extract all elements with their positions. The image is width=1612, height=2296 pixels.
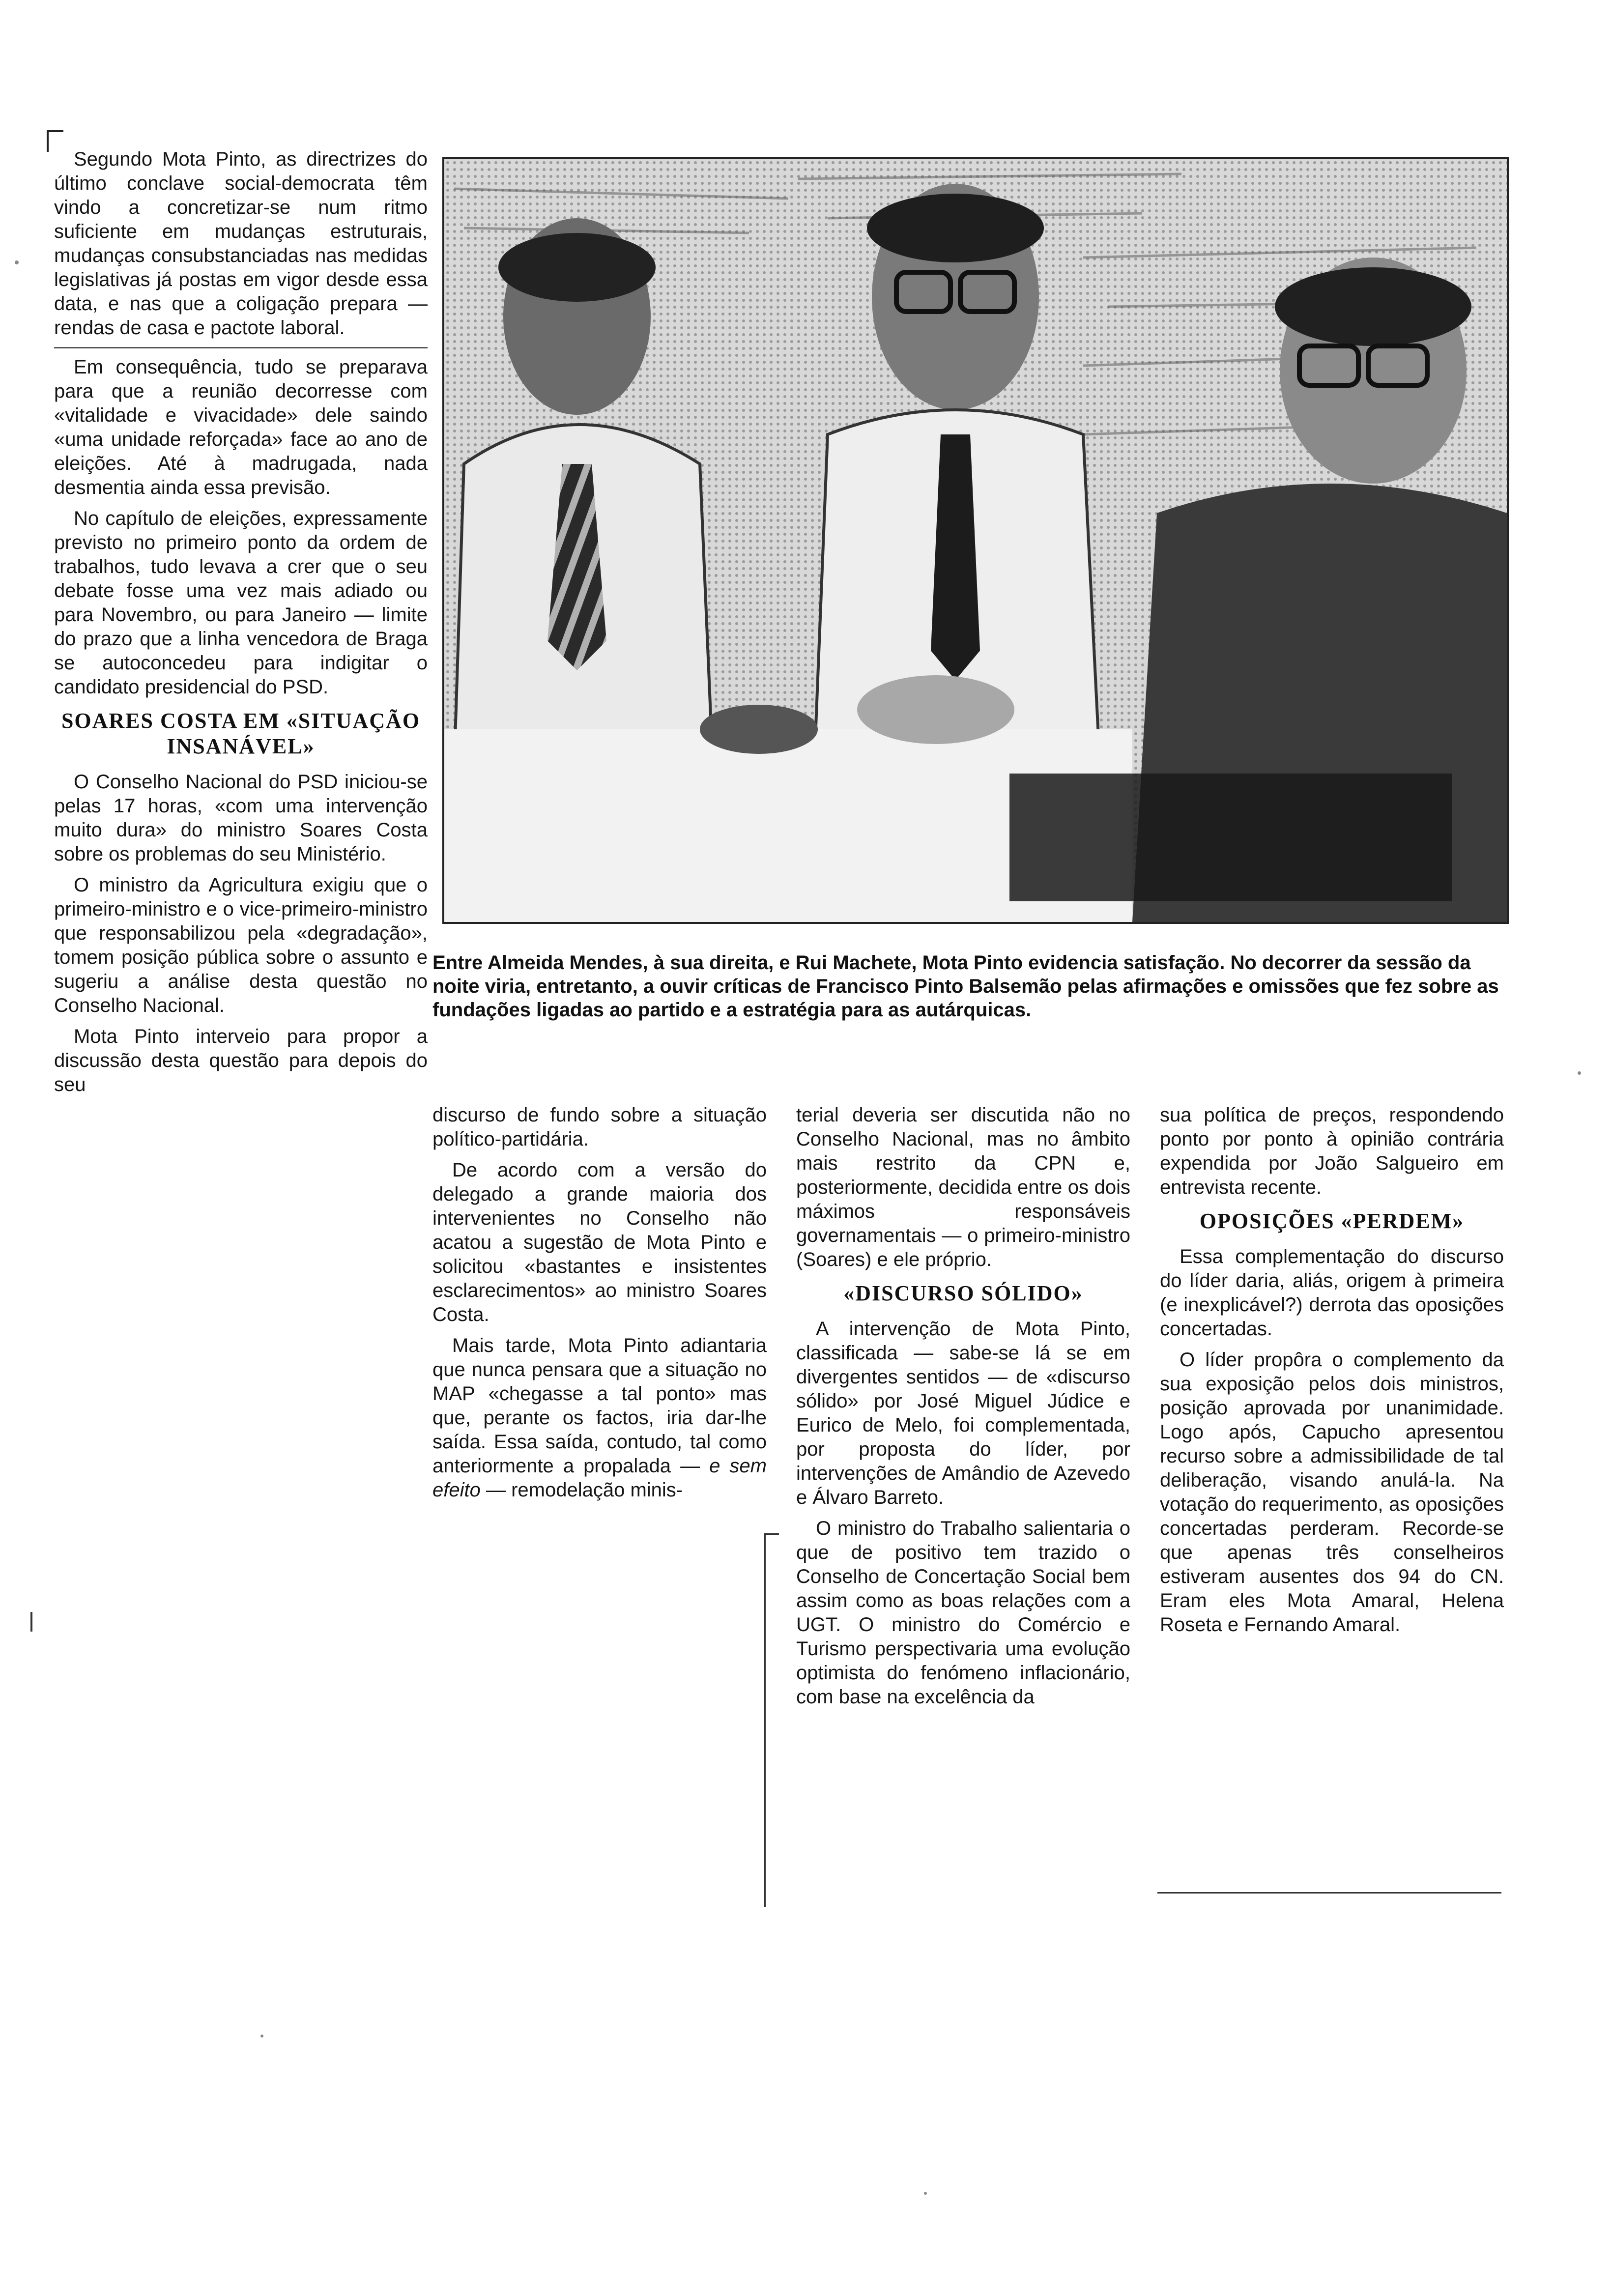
paragraph: Segundo Mota Pinto, as directrizes do último conclave social-democrata têm vindo a concretizar-se num ritmo suficiente em mudanças estruturais, mudanças consubstanciadas nas medidas legislativas já postas em vigor desde essa data, e nas que a coligação prepara — rendas de casa e pactote laboral. bbox=[54, 148, 428, 339]
article-column-2 bbox=[432, 1103, 767, 1509]
paragraph: O Conselho Nacional do PSD iniciou-se pelas 17 horas, «com uma intervenção muito dura» do ministro Soares Costa sobre os problemas do seu Ministério. bbox=[54, 771, 428, 865]
paragraph-text: — remodelação minis- bbox=[480, 1479, 683, 1501]
paragraph: discurso de fundo sobre a situação político-partidária. bbox=[432, 1104, 767, 1150]
article-column-1 bbox=[54, 147, 428, 1104]
paragraph: Essa complementação do discurso do líder daria, aliás, origem à primeira (e inexplicável?) derrota das oposições concertadas. bbox=[1160, 1246, 1504, 1340]
section-subheading: «DISCURSO SÓLIDO» bbox=[843, 1281, 1083, 1305]
paragraph: Mota Pinto interveio para propor a discussão desta questão para depois do seu bbox=[54, 1026, 428, 1095]
photo-caption: Entre Almeida Mendes, à sua direita, e Rui Machete, Mota Pinto evidencia satisfação. No decorrer da sessão da noite viria, entretanto, a ouvir críticas de Francisco Pinto Balsemão pelas afirmações e omissões que fez sobre as fundações ligadas ao partido e a estratégia para as autárquicas. bbox=[432, 952, 1499, 1021]
paragraph-text: Mais tarde, Mota Pinto adiantaria que nunca pensara que a situação no MAP «chegasse a tal ponto» mas que, perante os factos, iria dar-lhe saída. Essa saída, contudo, tal como anteriormente a propalada — bbox=[432, 1335, 767, 1477]
paragraph: No capítulo de eleições, expressamente previsto no primeiro ponto da ordem de trabalhos, tudo levava a crer que o seu debate fosse uma vez mais adiado ou para Novembro, ou para Janeiro — limite do prazo que a linha vencedora de Braga se autoconcedeu para indigitar o candidato presidencial do PSD. bbox=[54, 508, 428, 698]
paragraph: terial deveria ser discutida não no Conselho Nacional, mas no âmbito mais restrito da CPN e, posteriormente, decidida entre os dois máximos responsáveis governamentais — o primeiro-ministro (Soares) e ele próprio. bbox=[796, 1104, 1130, 1270]
scan-speck bbox=[15, 260, 19, 264]
column-divider bbox=[54, 347, 428, 348]
paragraph bbox=[432, 1334, 767, 1502]
paragraph: sua política de preços, respondendo ponto por ponto à opinião contrária expendida por João Salgueiro em entrevista recente. bbox=[1160, 1104, 1504, 1198]
paragraph: O ministro da Agricultura exigiu que o primeiro-ministro e o vice-primeiro-ministro que responsabilizou pela «degradação», tomem posição pública sobre o assunto e sugeriu a análise desta questão no Conselho Nacional. bbox=[54, 874, 428, 1016]
scan-speck bbox=[924, 2192, 927, 2195]
news-photograph bbox=[442, 157, 1509, 924]
scan-speck bbox=[260, 2035, 263, 2038]
paragraph: De acordo com a versão do delegado a grande maioria dos intervenientes no Conselho não acatou a sugestão de Mota Pinto e solicitou «bastantes e insistentes esclarecimentos» ao ministro Soares Costa. bbox=[432, 1159, 767, 1325]
section-subheading: SOARES COSTA EM «SITUAÇÃO INSANÁVEL» bbox=[61, 709, 421, 758]
photo-three-men-image bbox=[444, 159, 1507, 922]
clipping-cut-line bbox=[764, 1533, 779, 1535]
paragraph: O líder propôra o complemento da sua exposição pelos dois ministros, posição aprovada por unanimidade. Logo após, Capucho apresentou recurso sobre a admissibilidade de tal deliberação, visando anulá-la. Na votação do requerimento, as oposições concertadas perderam. Recorde-se que apenas três conselheiros estiveram ausentes dos 94 do CN. Eram eles Mota Amaral, Helena Roseta e Fernando Amaral. bbox=[1160, 1349, 1504, 1636]
italic-text: e sem efeito bbox=[432, 1455, 767, 1501]
clipping-cut-line bbox=[764, 1533, 766, 1907]
section-subheading: OPOSIÇÕES «PERDEM» bbox=[1199, 1209, 1465, 1233]
scan-speck bbox=[1578, 1071, 1581, 1075]
paragraph: O ministro do Trabalho salientaria o que de positivo tem trazido o Conselho de Concertação Social bem assim como as boas relações com a UGT. O ministro do Comércio e Turismo perspectivaria uma evolução optimista do fenómeno inflacionário, com base na excelência da bbox=[796, 1518, 1130, 1708]
clipping-cut-line bbox=[1157, 1892, 1501, 1894]
clipping-left-edge bbox=[30, 1612, 32, 1632]
paragraph: Em consequência, tudo se preparava para que a reunião decorresse com «vitalidade e vivacidade» dele saindo «uma unidade reforçada» face ao ano de eleições. Até à madrugada, nada desmentia ainda essa previsão. bbox=[54, 356, 428, 498]
article-column-3 bbox=[796, 1103, 1130, 1716]
paragraph: A intervenção de Mota Pinto, classificada — sabe-se lá se em divergentes sentidos — de «discurso sólido» por José Miguel Júdice e Eurico de Melo, foi complementada, por proposta do líder, por intervenções de Amândio de Azevedo e Álvaro Barreto. bbox=[796, 1318, 1130, 1508]
article-column-4 bbox=[1160, 1103, 1504, 1644]
